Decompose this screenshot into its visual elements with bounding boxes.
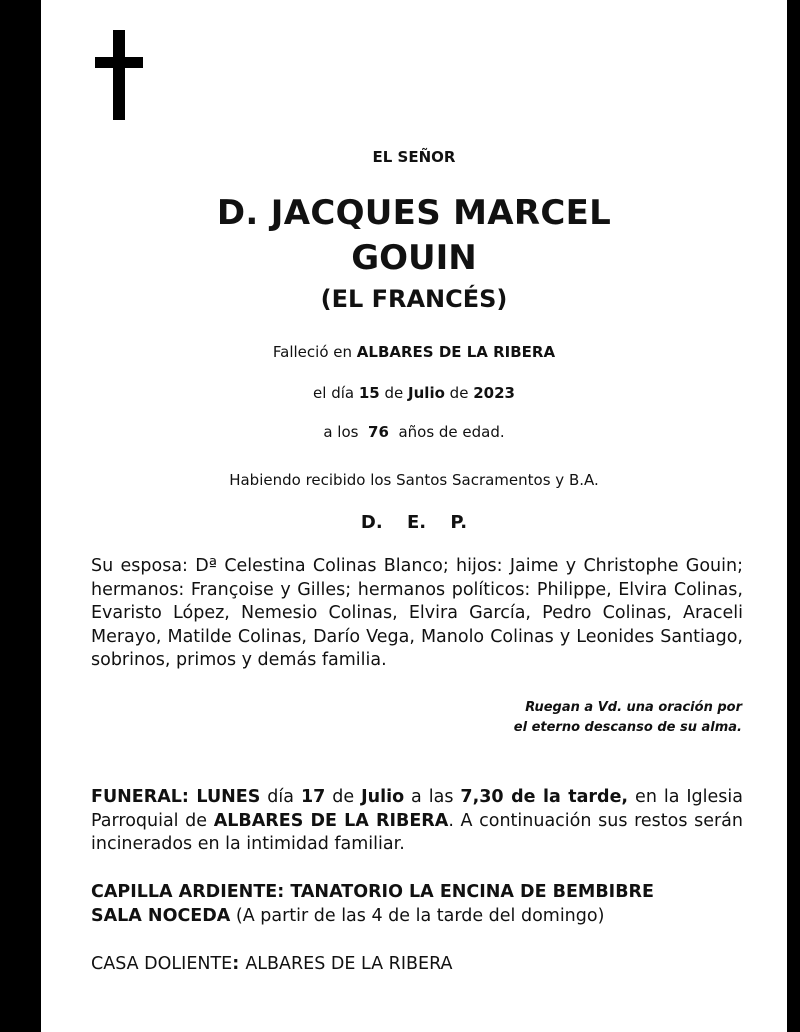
chapel-place: TANATORIO LA ENCINA DE BEMBIBRE (290, 882, 654, 902)
sacraments-line: Habiendo recibido los Santos Sacramentos y B.A. (229, 471, 599, 489)
obituary-page (41, 0, 787, 1032)
black-border-left (0, 0, 41, 1032)
prayer-line2: el eterno descanso de su alma. (513, 720, 742, 735)
title-label: EL SEÑOR (372, 148, 456, 166)
latin-cross-icon (95, 30, 143, 120)
black-border-right (787, 0, 800, 1032)
death-place: ALBARES DE LA RIBERA (356, 343, 556, 361)
funeral-time: 7,30 de la tarde, (460, 787, 629, 807)
prayer-line1: Ruegan a Vd. una oración por (525, 700, 742, 715)
chapel-room: SALA NOCEDA (91, 906, 231, 926)
funeral-label: FUNERAL: LUNES (91, 787, 261, 807)
deceased-name-line1: D. JACQUES MARCEL (216, 193, 612, 233)
death-month: Julio (408, 384, 445, 402)
chapel-line: CAPILLA ARDIENTE: TANATORIO LA ENCINA DE BEMBIBRE (91, 882, 654, 902)
prayer-request (514, 698, 742, 738)
chapel-note: (A partir de las 4 de la tarde del domingo) (230, 906, 605, 926)
deceased-alias: (EL FRANCÉS) (320, 285, 508, 313)
chapel-label: CAPILLA ARDIENTE (91, 882, 278, 902)
age-line: a los 76 años de edad. (323, 423, 505, 441)
mourning-house-line: CASA DOLIENTE: ALBARES DE LA RIBERA (91, 954, 453, 974)
death-date-line: el día 15 de Julio de 2023 (313, 384, 515, 402)
deceased-name-line2: GOUIN (351, 238, 477, 278)
mourning-house-place: ALBARES DE LA RIBERA (245, 954, 453, 974)
chapel-block (91, 880, 654, 928)
funeral-place: ALBARES DE LA RIBERA (213, 810, 449, 831)
family-paragraph: Su esposa: Dª Celestina Colinas Blanco; hijos: Jaime y Christophe Gouin; hermanos: Françoise y Gilles; hermanos políticos: Philippe, Elvira Colinas, Evaristo López, Nemesio Colinas, Elvira García, Pedro Colinas, Araceli Merayo, Matilde Colinas, Darío Vega, Manolo Colinas y Leonides Santiago, sobrinos, primos y demás familia. (91, 556, 743, 670)
chapel-room-line (91, 904, 654, 928)
death-year: 2023 (473, 384, 515, 402)
mourning-house-label: CASA DOLIENTE (91, 954, 233, 974)
funeral-day: 17 (300, 787, 326, 807)
funeral-paragraph: FUNERAL: LUNES día 17 de Julio a las 7,30 de la tarde, en la Iglesia Parroquial de ALBARES DE LA RIBERA. A continuación sus restos serán incinerados en la intimidad familiar. (91, 787, 743, 854)
dep-initials: D. E. P. (360, 512, 468, 533)
age-value: 76 (368, 423, 389, 441)
funeral-month: Julio (361, 787, 405, 807)
death-day: 15 (358, 384, 380, 402)
death-place-line: Falleció en ALBARES DE LA RIBERA (272, 343, 556, 361)
